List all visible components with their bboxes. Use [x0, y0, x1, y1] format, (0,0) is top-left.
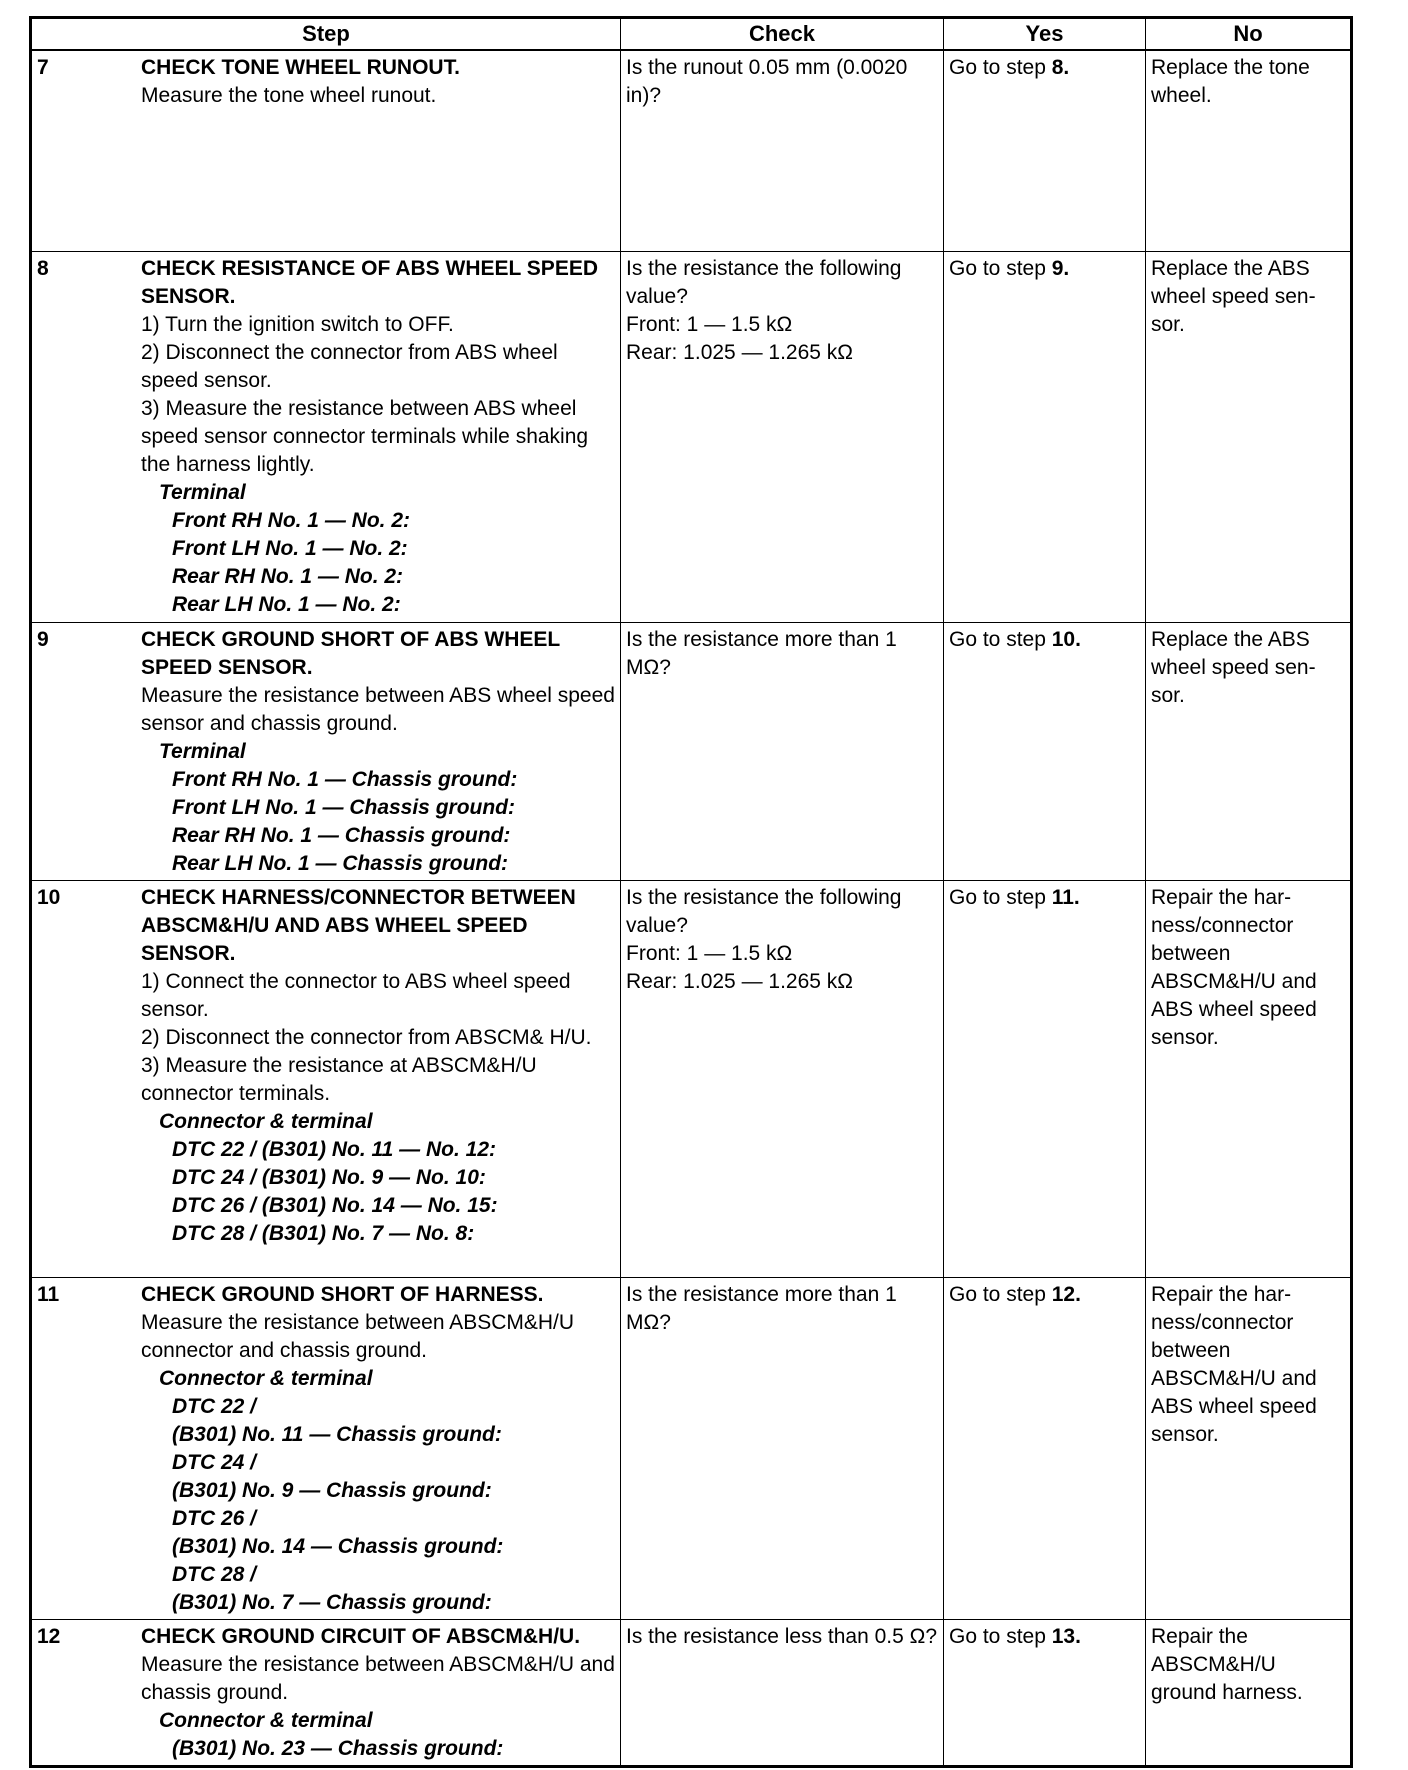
check-line: Is the resistance the following value? [626, 885, 902, 937]
step-content [141, 884, 615, 1248]
terminal-spec: DTC 28 / (B301) No. 7 — No. 8: [172, 1221, 475, 1245]
diagnostic-table [29, 16, 1353, 1768]
yes-step-link[interactable]: 11. [1051, 885, 1080, 909]
step-cell [31, 1277, 621, 1619]
step-title: CHECK GROUND SHORT OF HARNESS. [141, 1282, 544, 1306]
step-content [141, 54, 615, 110]
check-cell [621, 1619, 944, 1766]
step-cell [31, 880, 621, 1277]
step-instruction: 1) Connect the connector to ABS wheel speed sensor. [141, 969, 571, 1021]
table-row [31, 880, 1352, 1277]
step-title: CHECK RESISTANCE OF ABS WHEEL SPEED SENSOR. [141, 256, 598, 308]
check-line: Is the resistance more than 1 MΩ? [626, 627, 897, 679]
no-cell [1146, 50, 1352, 251]
yes-step-link[interactable]: 8. [1051, 56, 1070, 79]
no-action: Replace the ABS wheel speed sen-sor. [1151, 256, 1316, 336]
check-line: Is the runout 0.05 mm (0.0020 in)? [626, 56, 908, 107]
step-instruction: 1) Turn the ignition switch to OFF. [141, 312, 454, 336]
step-cell [31, 251, 621, 622]
no-cell [1146, 1277, 1352, 1619]
terminal-spec: (B301) No. 9 — Chassis ground: [172, 1478, 492, 1502]
no-cell [1146, 1619, 1352, 1766]
terminal-spec: Front RH No. 1 — No. 2: [172, 508, 410, 532]
step-number: 9 [37, 627, 49, 651]
header-check: Check [621, 18, 944, 51]
yes-text: Go to step [949, 1624, 1052, 1648]
terminal-label: Connector & terminal [159, 1708, 373, 1732]
table-row [31, 251, 1352, 622]
terminal-label: Terminal [159, 739, 246, 763]
step-content [141, 626, 615, 878]
table-row [31, 50, 1352, 251]
step-instruction: Measure the resistance between ABSCM&H/U and chassis ground. [141, 1652, 615, 1704]
yes-cell [944, 251, 1146, 622]
step-number: 8 [37, 256, 49, 280]
check-cell [621, 880, 944, 1277]
terminal-spec: DTC 22 / (B301) No. 11 — No. 12: [172, 1137, 497, 1161]
yes-cell [944, 1277, 1146, 1619]
no-cell [1146, 251, 1352, 622]
terminal-spec: DTC 24 / [172, 1450, 257, 1474]
table-row [31, 1619, 1352, 1766]
header-row [31, 18, 1352, 51]
yes-cell [944, 880, 1146, 1277]
check-cell [621, 622, 944, 880]
step-instruction: 2) Disconnect the connector from ABSCM& H/U. [141, 1025, 592, 1049]
terminal-spec: Rear RH No. 1 — No. 2: [172, 564, 404, 588]
yes-step-link[interactable]: 9. [1051, 256, 1070, 280]
check-line: Is the resistance less than 0.5 Ω? [626, 1624, 938, 1648]
yes-text: Go to step [949, 885, 1052, 909]
header-yes: Yes [944, 18, 1146, 51]
check-line: Front: 1 — 1.5 kΩ [626, 941, 793, 965]
terminal-spec: DTC 24 / (B301) No. 9 — No. 10: [172, 1165, 486, 1189]
yes-text: Go to step [949, 256, 1052, 280]
check-cell [621, 1277, 944, 1619]
terminal-spec: Rear LH No. 1 — Chassis ground: [172, 851, 509, 875]
terminal-spec: (B301) No. 11 — Chassis ground: [172, 1422, 502, 1446]
terminal-spec: DTC 28 / [172, 1562, 257, 1586]
step-instruction: 3) Measure the resistance at ABSCM&H/U connector terminals. [141, 1053, 537, 1105]
step-content [141, 1623, 615, 1763]
step-cell [31, 50, 621, 251]
step-instruction: 3) Measure the resistance between ABS wheel speed sensor connector terminals while shaking the harness lightly. [141, 396, 589, 476]
terminal-label: Connector & terminal [159, 1366, 373, 1390]
step-instruction: 2) Disconnect the connector from ABS wheel speed sensor. [141, 340, 558, 392]
yes-cell [944, 622, 1146, 880]
no-cell [1146, 622, 1352, 880]
terminal-label: Connector & terminal [159, 1109, 373, 1133]
check-line: Is the resistance more than 1 MΩ? [626, 1282, 897, 1334]
check-cell [621, 50, 944, 251]
step-instruction: Measure the tone wheel runout. [141, 84, 437, 107]
step-title: CHECK TONE WHEEL RUNOUT. [141, 56, 460, 79]
check-line: Is the resistance the following value? [626, 256, 902, 308]
no-action: Repair the har-ness/connector between ABSCM&H/U and ABS wheel speed sensor. [1151, 885, 1317, 1049]
terminal-spec: Front LH No. 1 — No. 2: [172, 536, 408, 560]
step-number: 11 [37, 1282, 60, 1306]
step-number: 12 [37, 1624, 61, 1648]
terminal-spec: DTC 26 / (B301) No. 14 — No. 15: [172, 1193, 498, 1217]
step-instruction: Measure the resistance between ABS wheel speed sensor and chassis ground. [141, 683, 615, 735]
check-cell [621, 251, 944, 622]
yes-step-link[interactable]: 12. [1051, 1282, 1081, 1306]
yes-text: Go to step [949, 1282, 1052, 1306]
no-action: Repair the har-ness/connector between ABSCM&H/U and ABS wheel speed sensor. [1151, 1282, 1317, 1446]
step-number: 10 [37, 885, 61, 909]
terminal-spec: DTC 26 / [172, 1506, 257, 1530]
table-row [31, 622, 1352, 880]
terminal-spec: Rear RH No. 1 — Chassis ground: [172, 823, 511, 847]
terminal-spec: (B301) No. 14 — Chassis ground: [172, 1534, 504, 1558]
no-cell [1146, 880, 1352, 1277]
no-action: Replace the ABS wheel speed sen-sor. [1151, 627, 1316, 707]
terminal-spec: DTC 22 / [172, 1394, 257, 1418]
no-action: Replace the tone wheel. [1151, 56, 1310, 107]
check-line: Rear: 1.025 — 1.265 kΩ [626, 969, 853, 993]
header-step: Step [31, 18, 621, 51]
step-cell [31, 1619, 621, 1766]
terminal-spec: (B301) No. 23 — Chassis ground: [172, 1736, 504, 1760]
terminal-label: Terminal [159, 480, 246, 504]
step-content [141, 255, 615, 619]
step-title: CHECK GROUND CIRCUIT OF ABSCM&H/U. [141, 1624, 581, 1648]
header-no: No [1146, 18, 1352, 51]
table-row [31, 1277, 1352, 1619]
terminal-spec: Rear LH No. 1 — No. 2: [172, 592, 401, 616]
terminal-spec: Front LH No. 1 — Chassis ground: [172, 795, 516, 819]
yes-step-link[interactable]: 13. [1051, 1624, 1081, 1648]
step-number: 7 [37, 56, 49, 79]
step-cell [31, 622, 621, 880]
step-title: CHECK GROUND SHORT OF ABS WHEEL SPEED SENSOR. [141, 627, 560, 679]
step-instruction: Measure the resistance between ABSCM&H/U connector and chassis ground. [141, 1310, 575, 1362]
no-action: Repair the ABSCM&H/U ground harness. [1151, 1624, 1303, 1704]
step-title: CHECK HARNESS/CONNECTOR BETWEEN ABSCM&H/U AND ABS WHEEL SPEED SENSOR. [141, 885, 576, 965]
terminal-spec: Front RH No. 1 — Chassis ground: [172, 767, 518, 791]
yes-text: Go to step [949, 56, 1052, 79]
check-line: Front: 1 — 1.5 kΩ [626, 312, 793, 336]
step-content [141, 1281, 615, 1617]
yes-cell [944, 50, 1146, 251]
yes-step-link[interactable]: 10. [1051, 627, 1081, 651]
yes-cell [944, 1619, 1146, 1766]
yes-text: Go to step [949, 627, 1052, 651]
terminal-spec: (B301) No. 7 — Chassis ground: [172, 1590, 492, 1614]
check-line: Rear: 1.025 — 1.265 kΩ [626, 340, 853, 364]
